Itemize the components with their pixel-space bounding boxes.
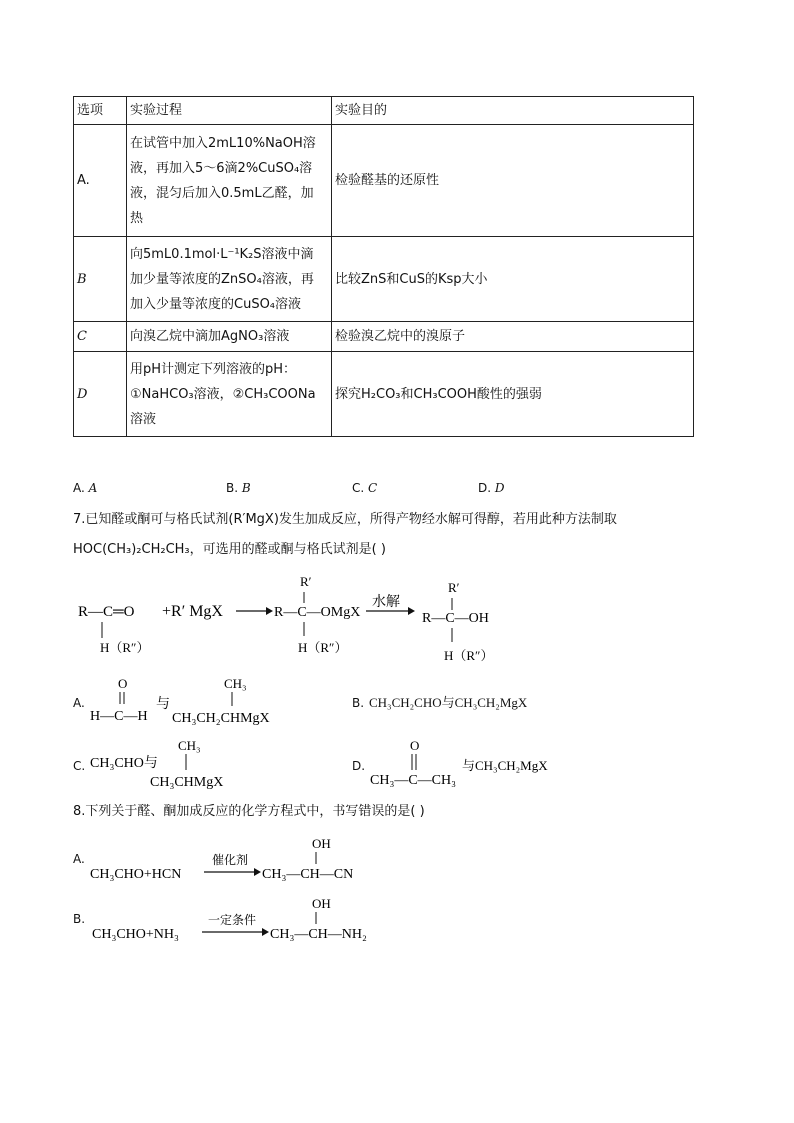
row-option: C [74,322,127,352]
scheme-reactant: R—C═O [78,604,135,620]
q7-stem-line1: 7.已知醛或酮可与格氏试剂(R′MgX)发生加成反应，所得产物经水解可得醇，若用此种方法制取 [73,512,617,527]
process-line: 加入少量等浓度的CuSO₄溶液 [130,296,302,312]
q8a-oh: OH [312,836,331,851]
option-a-grignard: CH₃CH₂CHMgX [172,711,270,726]
q7-option-d-structure [366,734,586,790]
option-d-grignard: 与CH₃CH₂MgX [462,758,548,773]
table-row [74,125,694,237]
scheme-reagent: +R′ MgX [162,603,223,620]
scheme-prod-sub: H（R″） [444,648,494,663]
q7-option-b-label[interactable]: B. [352,696,365,710]
scheme-product: R—C—OH [422,611,489,626]
q7-stem-line2: HOC(CH₃)₂CH₂CH₃，可选用的醛或酮与格氏试剂是( ) [73,542,386,557]
q7-reaction-scheme [70,570,510,670]
q8-option-b-label[interactable]: B. [73,912,86,926]
process-line: 向5mL0.1mol·L⁻¹K₂S溶液中滴 [130,246,314,262]
q7-option-c-structure [86,734,256,790]
option-a-methyl: CH₃ [224,676,247,691]
process-line: ①NaHCO₃溶液，②CH₃COONa [130,386,316,402]
q8b-oh: OH [312,896,331,911]
row-purpose: 检验溴乙烷中的溴原子 [332,322,694,352]
row-process [127,125,332,237]
scheme-mid-top: R′ [300,574,312,589]
row-process [127,322,332,352]
row-purpose: 检验醛基的还原性 [332,125,694,237]
q8-option-a-label[interactable]: A. [73,852,85,866]
row-option: D [74,352,127,437]
q8-stem: 8.下列关于醛、酮加成反应的化学方程式中，书写错误的是( ) [73,804,425,819]
q7-option-a-structure [86,672,286,727]
process-line: 加少量等浓度的ZnSO₄溶液，再 [130,271,314,287]
q8a-condition: 催化剂 [212,853,249,867]
scheme-reactant-sub: H（R″） [100,640,150,655]
option-a-oxygen: O [118,676,128,691]
process-line: 热 [130,210,144,226]
q8b-condition: 一定条件 [208,913,257,927]
option-c-methyl: CH₃ [178,738,201,753]
scheme-mid-sub: H（R″） [298,640,348,655]
q8-option-a-equation [86,834,386,888]
q8b-lhs: CH₃CHO+NH₃ [92,927,179,942]
q8b-rhs: CH₃—CH—NH₂ [270,927,367,942]
process-line: 向溴乙烷中滴加AgNO₃溶液 [130,329,290,344]
process-line: 溶液 [130,411,157,427]
table-row [74,352,694,437]
header-process: 实验过程 [127,97,332,125]
experiment-table [73,96,694,437]
row-process [127,237,332,322]
choice-a[interactable]: A. A [73,481,98,495]
row-option: A. [74,125,127,237]
scheme-prod-top: R′ [448,580,460,595]
q7-option-c-label[interactable]: C. [73,759,86,773]
header-option: 选项 [74,97,127,125]
scheme-intermediate: R—C—OMgX [274,605,361,620]
q8-option-b-equation [86,894,396,948]
option-c-aldehyde: CH₃CHO与 [90,756,158,771]
choice-b[interactable]: B. B [226,481,251,495]
header-purpose: 实验目的 [332,97,694,125]
q7-option-a-label[interactable]: A. [73,696,85,710]
option-c-grignard: CH₃CHMgX [150,775,224,790]
q8a-rhs: CH₃—CH—CN [262,867,354,882]
process-line: 用pH计测定下列溶液的pH： [130,361,297,377]
process-line: 液，再加入5～6滴2%CuSO₄溶 [130,160,313,176]
row-process [127,352,332,437]
q8a-lhs: CH₃CHO+HCN [90,867,182,882]
row-purpose: 比较ZnS和CuS的Ksp大小 [332,237,694,322]
scheme-arrow-label: 水解 [372,595,400,610]
option-d-oxygen: O [410,738,420,753]
option-a-conj: 与 [156,697,170,712]
q7-option-b-text: CH₃CH₂CHO与CH₃CH₂MgX [369,695,528,710]
q7-option-d-label[interactable]: D. [352,759,366,773]
choice-d[interactable]: D. D [478,481,505,495]
process-line: 液，混匀后加入0.5mL乙醛，加 [130,185,314,201]
table-row [74,322,694,352]
option-d-ketone: CH₃—C—CH₃ [370,773,456,788]
option-a-aldehyde: H—C—H [90,709,148,724]
row-option: B [74,237,127,322]
choice-c[interactable]: C. C [352,481,378,495]
table-header-row [74,97,694,125]
row-purpose: 探究H₂CO₃和CH₃COOH酸性的强弱 [332,352,694,437]
process-line: 在试管中加入2mL10%NaOH溶 [130,135,316,151]
table-row [74,237,694,322]
